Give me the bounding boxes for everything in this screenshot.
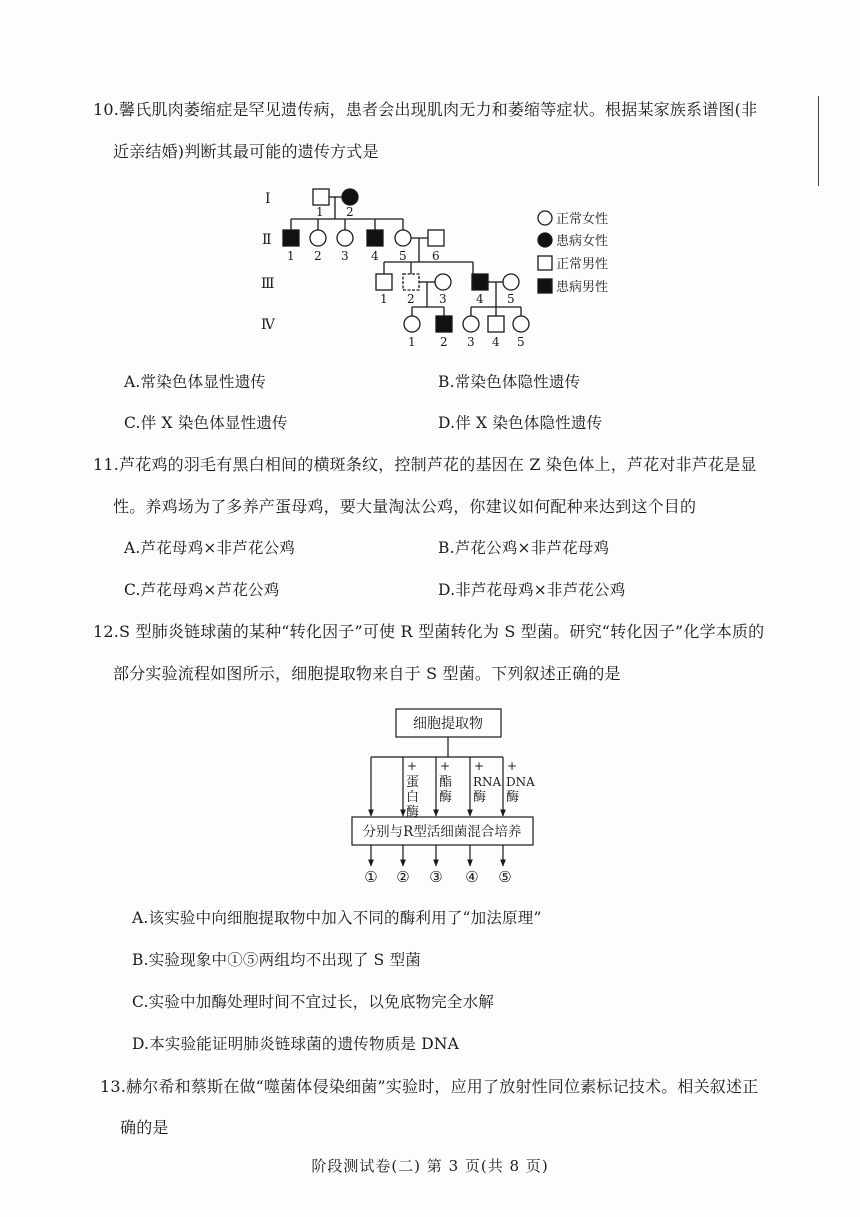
q10-option-c[interactable]: C.伴 X 染色体显性遗传 [124, 414, 288, 432]
scan-edge-line [818, 96, 819, 186]
mid-box-label: 分别与R型活细菌混合培养 [362, 824, 522, 840]
I2-num: 2 [346, 205, 354, 219]
III2-normal-male [403, 274, 419, 290]
III4-num: 4 [476, 292, 484, 306]
II1-affected-male [283, 230, 299, 246]
q11-option-d[interactable]: D.非芦花母鸡×非芦花公鸡 [438, 581, 626, 599]
plus-rnase: + [474, 759, 485, 773]
III1-num: 1 [380, 292, 388, 306]
dnase-label: DNA [506, 775, 535, 789]
q12-option-d[interactable]: D.本实验能证明肺炎链球菌的遗传物质是 DNA [132, 1035, 460, 1053]
IV5-num: 5 [517, 335, 525, 349]
IV5-normal-female [513, 316, 529, 332]
legend-normal-male-icon [538, 256, 552, 270]
IV1-normal-female [404, 316, 420, 332]
q12-stem-line1: 12.S 型肺炎链球菌的某种“转化因子”可使 R 型菌转化为 S 型菌。研究“转化因子”化学本质的 [93, 622, 765, 641]
top-box-label: 细胞提取物 [413, 716, 483, 732]
III3-num: 3 [439, 292, 447, 306]
lipase-char2: 酶 [439, 790, 453, 805]
legend-normal-female-icon [538, 211, 552, 225]
result-2: ② [396, 868, 410, 885]
II2-normal-female [310, 230, 326, 246]
plus-protease: + [407, 759, 418, 773]
IV3-normal-female [463, 316, 479, 332]
q13-stem-line1: 13.赫尔希和蔡斯在做“噬菌体侵染细菌”实验时，应用了放射性同位素标记技术。相关叙述正 [100, 1077, 759, 1096]
I1-normal-male [313, 189, 329, 205]
plus-dnase: + [507, 759, 518, 773]
q11-option-c[interactable]: C.芦花母鸡×芦花公鸡 [124, 581, 280, 599]
result-5: ⑤ [498, 868, 512, 885]
legend-affected-female: 患病女性 [556, 234, 609, 249]
gen-label-I: Ⅰ [265, 191, 271, 207]
legend-affected-male: 患病男性 [556, 280, 609, 295]
q10-option-b[interactable]: B.常染色体隐性遗传 [438, 373, 581, 391]
q12-stem-line2: 部分实验流程如图所示，细胞提取物来自于 S 型菌。下列叙述正确的是 [113, 664, 621, 683]
result-3: ③ [429, 868, 443, 885]
protease-char3: 酶 [406, 805, 420, 820]
gen-label-II: Ⅱ [262, 232, 272, 248]
rnase-label: RNA [473, 775, 502, 789]
III5-normal-female [503, 274, 519, 290]
legend-normal-male: 正常男性 [556, 257, 609, 272]
result-1: ① [364, 868, 378, 885]
q11-option-a[interactable]: A.芦花母鸡×非芦花公鸡 [124, 539, 296, 557]
q10-option-d[interactable]: D.伴 X 染色体隐性遗传 [438, 414, 603, 432]
legend-affected-male-icon [538, 279, 552, 293]
q12-option-c[interactable]: C.实验中加酶处理时间不宜过长，以免底物完全水解 [132, 993, 495, 1011]
gen-label-III: Ⅲ [261, 276, 275, 292]
II4-num: 4 [371, 249, 379, 263]
II6-num: 6 [432, 249, 440, 263]
gen-label-IV: Ⅳ [261, 317, 275, 333]
IV1-num: 1 [408, 335, 416, 349]
legend-affected-female-icon [538, 233, 552, 247]
dnase-char: 酶 [506, 790, 520, 805]
IV4-num: 4 [492, 335, 500, 349]
q12-option-b[interactable]: B.实验现象中①⑤两组均不出现了 S 型菌 [132, 951, 421, 969]
II3-num: 3 [341, 249, 349, 263]
q11-stem-line1: 11.芦花鸡的羽毛有黑白相间的横斑条纹，控制芦花的基因在 Z 染色体上，芦花对非芦花是显 [93, 455, 757, 474]
pedigree-diagram [255, 182, 625, 352]
legend-normal-female: 正常女性 [556, 212, 609, 227]
protease-char1: 蛋 [406, 775, 420, 790]
III1-normal-male [376, 274, 392, 290]
q10-stem-line1: 10.馨氏肌肉萎缩症是罕见遗传病，患者会出现肌肉无力和萎缩等症状。根据某家族系谱图(非 [93, 100, 758, 119]
q10-option-a[interactable]: A.常染色体显性遗传 [124, 373, 267, 391]
II5-normal-female [395, 230, 411, 246]
q10-stem-line2: 近亲结婚)判断其最可能的遗传方式是 [113, 142, 379, 161]
I2-affected-female [342, 189, 358, 205]
q11-stem-line2: 性。养鸡场为了多养产蛋母鸡，要大量淘汰公鸡，你建议如何配种来达到这个目的 [113, 497, 697, 516]
II2-num: 2 [314, 249, 322, 263]
III3-normal-female [435, 274, 451, 290]
IV2-num: 2 [440, 335, 448, 349]
q11-option-b[interactable]: B.芦花公鸡×非芦花母鸡 [438, 539, 610, 557]
result-4: ④ [465, 868, 479, 885]
II1-num: 1 [287, 249, 295, 263]
experiment-flowchart [340, 700, 550, 885]
II3-normal-female [337, 230, 353, 246]
III2-num: 2 [407, 292, 415, 306]
I1-num: 1 [316, 205, 324, 219]
III4-affected-male [472, 274, 488, 290]
IV4-normal-male [488, 316, 504, 332]
II6-normal-male [428, 230, 444, 246]
protease-char2: 白 [406, 790, 420, 805]
plus-lipase: + [440, 759, 451, 773]
II4-affected-male [367, 230, 383, 246]
rnase-char: 酶 [473, 790, 487, 805]
II5-num: 5 [399, 249, 407, 263]
IV2-affected-male [436, 316, 452, 332]
III5-num: 5 [507, 292, 515, 306]
page-footer: 阶段测试卷(二) 第 3 页(共 8 页) [311, 1157, 549, 1175]
q12-option-a[interactable]: A.该实验中向细胞提取物中加入不同的酶利用了“加法原理” [132, 909, 542, 927]
IV3-num: 3 [467, 335, 475, 349]
lipase-char1: 酯 [439, 775, 453, 790]
q13-stem-line2: 确的是 [120, 1118, 169, 1137]
